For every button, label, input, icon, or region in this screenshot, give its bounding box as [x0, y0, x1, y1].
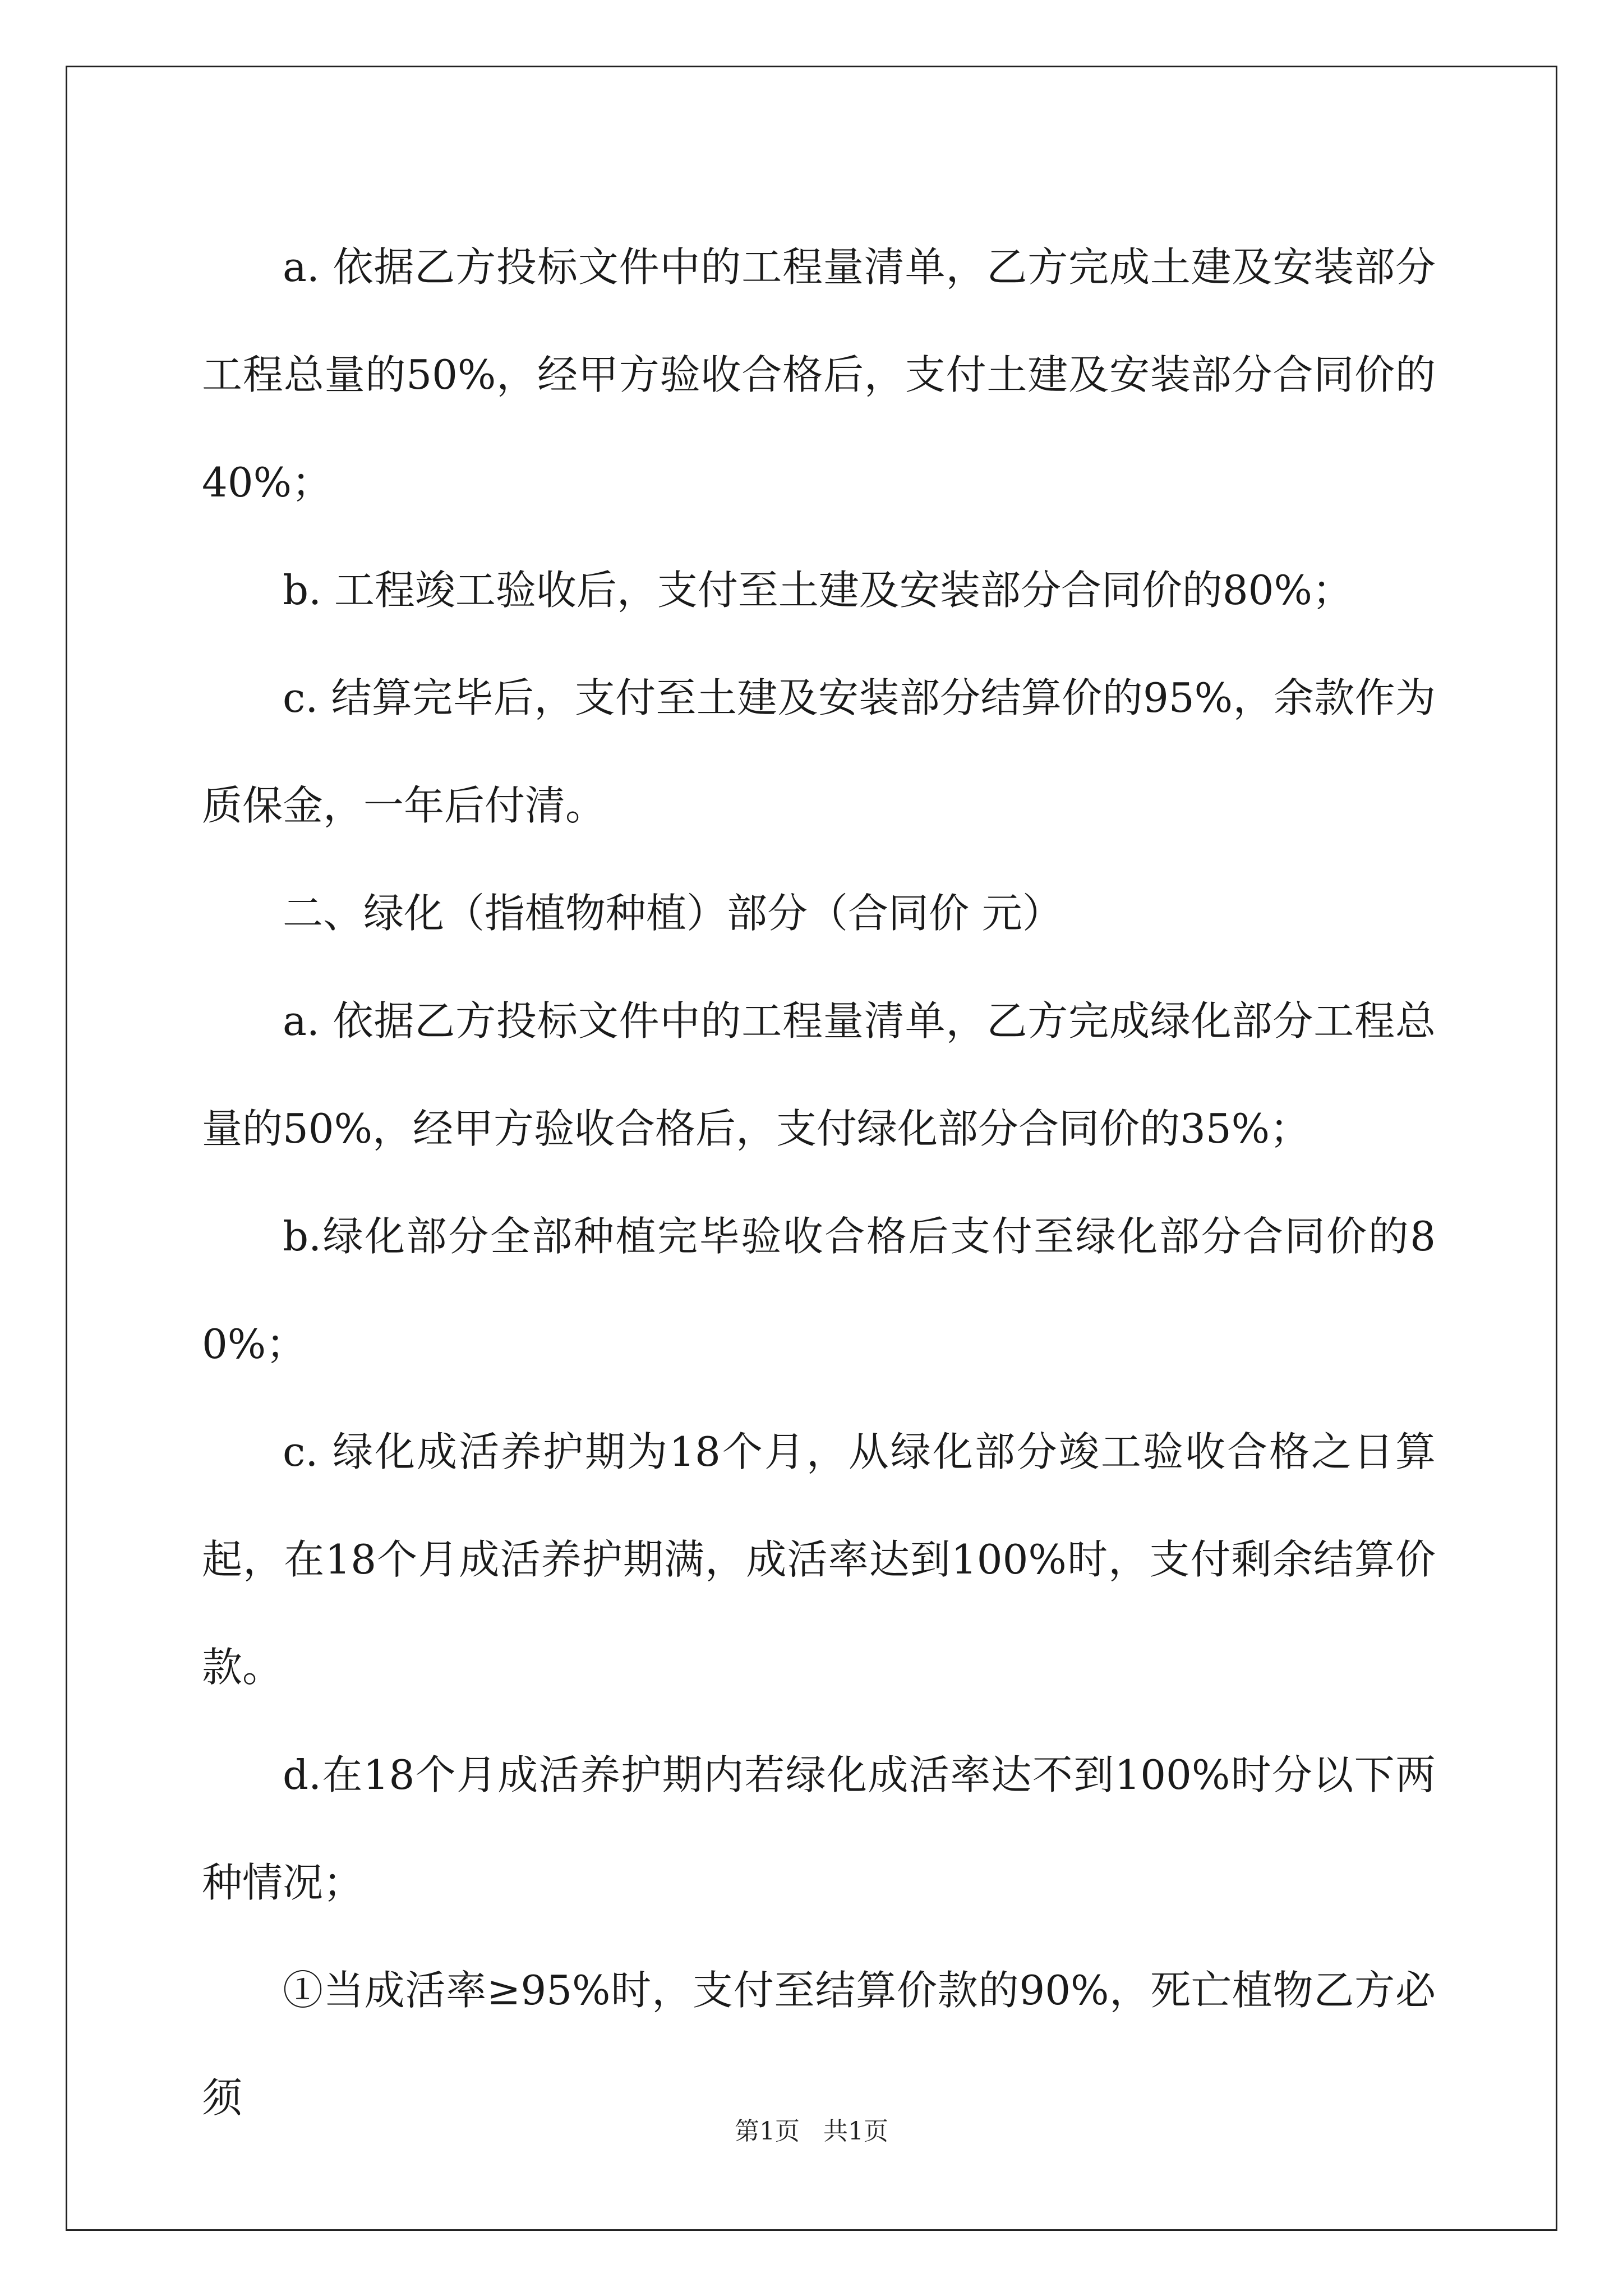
- paragraph: b.绿化部分全部种植完毕验收合格后支付至绿化部分合同价的80%；: [202, 1213, 1436, 1368]
- page-number: 第1页: [735, 2117, 800, 2146]
- paragraph: b. 工程竣工验收后，支付至土建及安装部分合同价的80%；: [283, 567, 1353, 614]
- page-total: 共1页: [823, 2117, 888, 2146]
- document-body: [202, 213, 1436, 2152]
- paragraph: a. 依据乙方投标文件中的工程量清单，乙方完成土建及安装部分工程总量的50%，经甲方验收合格后，支付土建及安装部分合同价的40%；: [202, 243, 1436, 506]
- paragraph: c. 绿化成活养护期为18个月，从绿化部分竣工验收合格之日算起，在18个月成活养护期满，成活率达到100%时，支付剩余结算价款。: [202, 1428, 1436, 1691]
- paragraph: c. 结算完毕后，支付至土建及安装部分结算价的95%，余款作为质保金，一年后付清。: [202, 674, 1436, 829]
- paragraph: d.在18个月成活养护期内若绿化成活率达不到100%时分以下两种情况；: [202, 1751, 1436, 1906]
- section-heading: 二、绿化（指植物种植）部分（合同价 元）: [283, 890, 1063, 937]
- page-footer: [0, 2115, 1623, 2148]
- paragraph: a. 依据乙方投标文件中的工程量清单，乙方完成绿化部分工程总量的50%，经甲方验收合格后，支付绿化部分合同价的35%；: [202, 997, 1436, 1152]
- paragraph: ①当成活率≥95%时，支付至结算价款的90%，死亡植物乙方必须: [202, 1967, 1436, 2122]
